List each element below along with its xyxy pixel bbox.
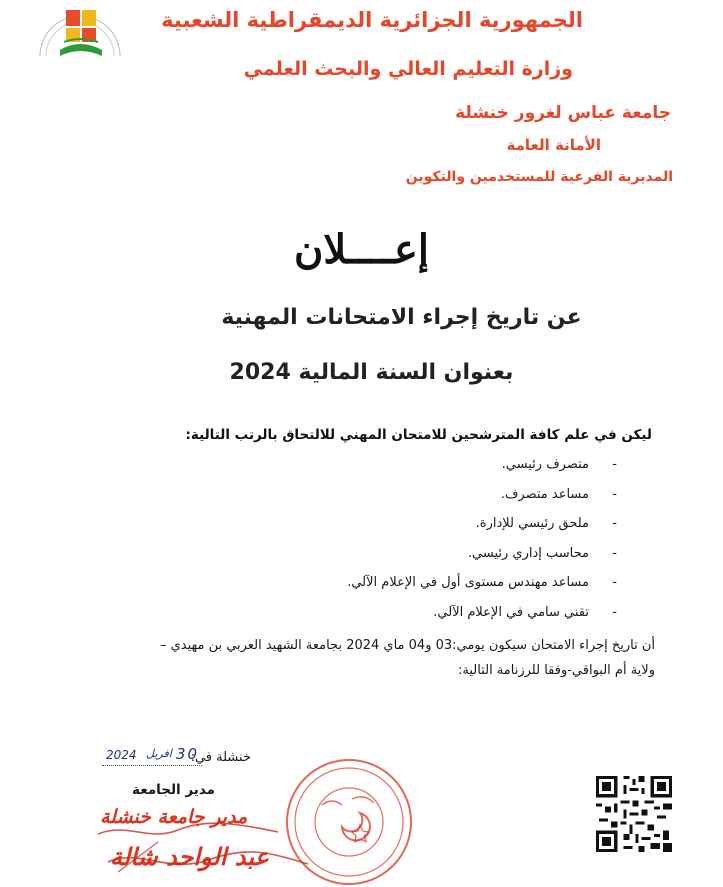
- university-name: جامعة عباس لغرور خنشلة: [455, 103, 671, 123]
- list-item: [333, 480, 663, 510]
- list-marker: -: [612, 516, 617, 531]
- signature-line-2: عبد الواحد شالة: [110, 843, 269, 871]
- rank-label: ملحق رئيسي للإدارة.: [475, 516, 589, 531]
- intro-paragraph: ليكن في علم كافة المترشحين للامتحان المهني للالتحاق بالرتب التالية:: [185, 427, 652, 443]
- handwritten-date: [102, 745, 202, 766]
- announcement-subtitle-2: بعنوان السنة المالية 2024: [229, 360, 514, 385]
- exam-location-paragraph: ولاية أم البواقي-وفقا للرزنامة التالية:: [458, 663, 655, 678]
- ranks-list: [333, 450, 663, 627]
- university-logo: [30, 2, 130, 64]
- list-item: [333, 598, 663, 628]
- signature-line-1: مدير جامعة خنشلة: [100, 806, 248, 828]
- place-label: خنشلة في:: [190, 750, 251, 765]
- rank-label: تقني سامي في الإعلام الآلي.: [433, 604, 589, 620]
- rank-label: مساعد متصرف.: [500, 486, 589, 502]
- list-marker: -: [612, 604, 617, 620]
- list-marker: -: [612, 457, 617, 472]
- list-item: [333, 568, 663, 598]
- signatory-title: مدير الجامعة: [132, 782, 215, 798]
- list-item: [333, 509, 663, 539]
- republic-title: الجمهورية الجزائرية الديمقراطية الشعبية: [161, 8, 583, 32]
- rank-label: متصرف رئيسي.: [501, 457, 589, 472]
- ministry-title: وزارة التعليم العالي والبحث العلمي: [243, 58, 573, 80]
- qr-code-icon: [596, 776, 672, 852]
- announcement-title: إعــــلان: [293, 226, 430, 273]
- secretariat-name: الأمانة العامة: [506, 136, 601, 154]
- list-item: [333, 450, 663, 480]
- rank-label: محاسب إداري رئيسي.: [467, 545, 589, 561]
- exam-date-paragraph: أن تاريخ إجراء الامتحان سيكون يومي:03 و04 ماي 2024 بجامعة الشهيد العربي بن مهيدي –: [159, 638, 655, 653]
- date-year: 2024: [106, 748, 137, 762]
- list-marker: -: [612, 486, 617, 502]
- rank-label: مساعد مهندس مستوى أول في الإعلام الآلي.: [347, 575, 589, 590]
- list-marker: -: [612, 575, 617, 590]
- list-marker: -: [612, 545, 617, 561]
- announcement-subtitle-1: عن تاريخ إجراء الامتحانات المهنية: [221, 305, 582, 330]
- date-day: 30: [176, 745, 200, 763]
- signature-scribble-icon: [88, 812, 318, 882]
- subdirectorate-name: المديرية الفرعية للمستخدمين والتكوين: [405, 169, 673, 185]
- date-month: افريل: [146, 747, 172, 760]
- list-item: [333, 539, 663, 569]
